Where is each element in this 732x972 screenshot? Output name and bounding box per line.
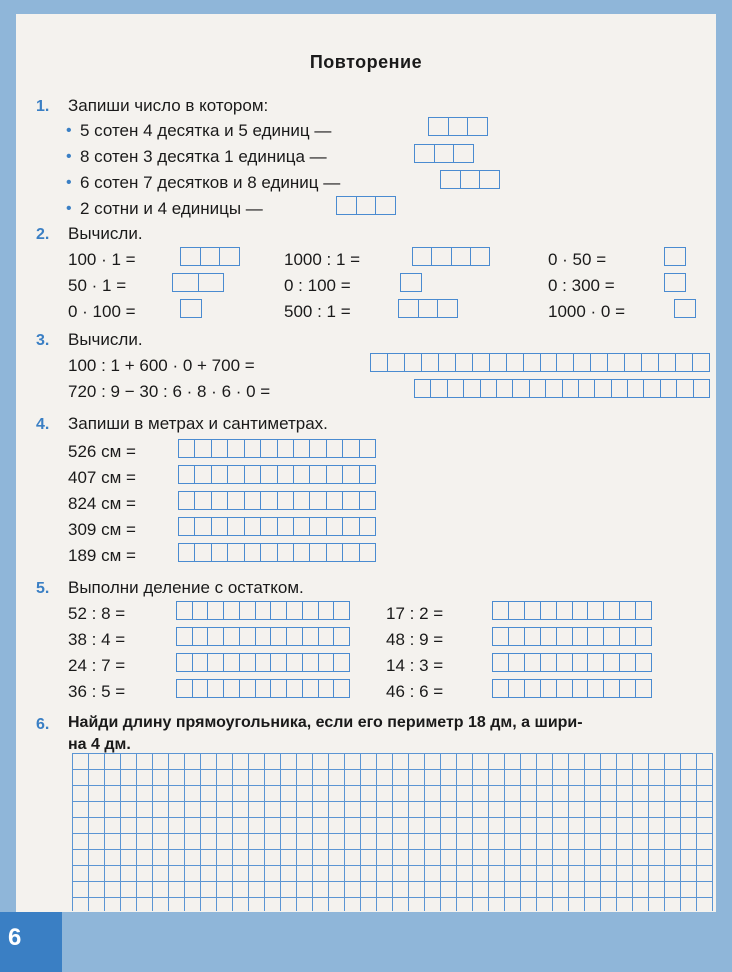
exercise-2-number: 2. <box>36 226 50 243</box>
answer-cells[interactable] <box>400 273 422 292</box>
answer-cells[interactable] <box>178 517 376 536</box>
exercise-6-text: Найди длину прямоугольника, если его периметр 18 дм, а шири- <box>68 714 583 731</box>
answer-cells[interactable] <box>492 679 652 698</box>
answer-cells[interactable] <box>428 117 488 136</box>
bullet-icon: • <box>66 174 72 191</box>
answer-cells[interactable] <box>176 679 350 698</box>
answer-cells[interactable] <box>664 273 686 292</box>
exercise-3-number: 3. <box>36 332 50 349</box>
expression: 0 : 100 = <box>284 276 351 295</box>
exercise-4-number: 4. <box>36 416 50 433</box>
expression: 720 : 9 − 30 : 6 · 8 · 6 · 0 = <box>68 382 271 401</box>
page-title: Повторение <box>309 52 423 72</box>
exercise-1-text: Запиши число в котором: <box>68 96 269 115</box>
exercise-6-text-continued: на 4 дм. <box>68 736 131 753</box>
expression: 0 : 300 = <box>548 276 615 295</box>
answer-cells[interactable] <box>674 299 696 318</box>
answer-cells[interactable] <box>180 247 240 266</box>
expression: 824 см = <box>68 494 136 513</box>
answer-grid[interactable] <box>72 753 713 911</box>
bullet-icon: • <box>66 148 72 165</box>
expression: 100 : 1 + 600 · 0 + 700 = <box>68 356 255 375</box>
exercise-3-text: Вычисли. <box>68 330 143 349</box>
answer-cells[interactable] <box>176 601 350 620</box>
answer-cells[interactable] <box>440 170 500 189</box>
expression: 189 см = <box>68 546 136 565</box>
expression: 0 · 50 = <box>548 250 607 269</box>
answer-cells[interactable] <box>178 465 376 484</box>
exercise-1-item: 5 сотен 4 десятка и 5 единиц — <box>80 121 332 140</box>
answer-cells[interactable] <box>178 543 376 562</box>
exercise-1-item: 8 сотен 3 десятка 1 единица — <box>80 147 327 166</box>
expression: 50 · 1 = <box>68 276 127 295</box>
answer-cells[interactable] <box>180 299 202 318</box>
expression: 0 · 100 = <box>68 302 136 321</box>
exercise-5-number: 5. <box>36 580 50 597</box>
exercise-4-text: Запиши в метрах и сантиметрах. <box>68 414 328 433</box>
answer-cells[interactable] <box>178 491 376 510</box>
answer-cells[interactable] <box>176 653 350 672</box>
exercise-2-text: Вычисли. <box>68 224 143 243</box>
answer-cells[interactable] <box>492 601 652 620</box>
expression: 407 см = <box>68 468 136 487</box>
expression: 526 см = <box>68 442 136 461</box>
answer-cells[interactable] <box>492 627 652 646</box>
expression: 36 : 5 = <box>68 682 126 701</box>
bullet-icon: • <box>66 200 72 217</box>
expression: 1000 : 1 = <box>284 250 361 269</box>
answer-cells[interactable] <box>176 627 350 646</box>
exercise-1-item: 2 сотни и 4 единицы — <box>80 199 263 218</box>
answer-cells[interactable] <box>492 653 652 672</box>
page-number: 6 <box>8 924 22 951</box>
answer-cells[interactable] <box>336 196 396 215</box>
expression: 17 : 2 = <box>386 604 444 623</box>
expression: 14 : 3 = <box>386 656 444 675</box>
answer-cells[interactable] <box>664 247 686 266</box>
expression: 52 : 8 = <box>68 604 126 623</box>
expression: 100 · 1 = <box>68 250 136 269</box>
exercise-6-number: 6. <box>36 716 50 733</box>
expression: 48 : 9 = <box>386 630 444 649</box>
expression: 46 : 6 = <box>386 682 444 701</box>
bottom-band <box>0 912 732 972</box>
answer-cells[interactable] <box>172 273 224 292</box>
expression: 309 см = <box>68 520 136 539</box>
expression: 24 : 7 = <box>68 656 126 675</box>
expression: 500 : 1 = <box>284 302 351 321</box>
answer-cells[interactable] <box>398 299 458 318</box>
answer-cells[interactable] <box>414 144 474 163</box>
exercise-1-number: 1. <box>36 98 50 115</box>
answer-cells[interactable] <box>414 379 710 398</box>
exercise-1-item: 6 сотен 7 десятков и 8 единиц — <box>80 173 341 192</box>
answer-cells[interactable] <box>370 353 710 372</box>
bullet-icon: • <box>66 122 72 139</box>
expression: 38 : 4 = <box>68 630 126 649</box>
answer-cells[interactable] <box>178 439 376 458</box>
exercise-5-text: Выполни деление с остатком. <box>68 578 304 597</box>
answer-cells[interactable] <box>412 247 490 266</box>
expression: 1000 · 0 = <box>548 302 626 321</box>
